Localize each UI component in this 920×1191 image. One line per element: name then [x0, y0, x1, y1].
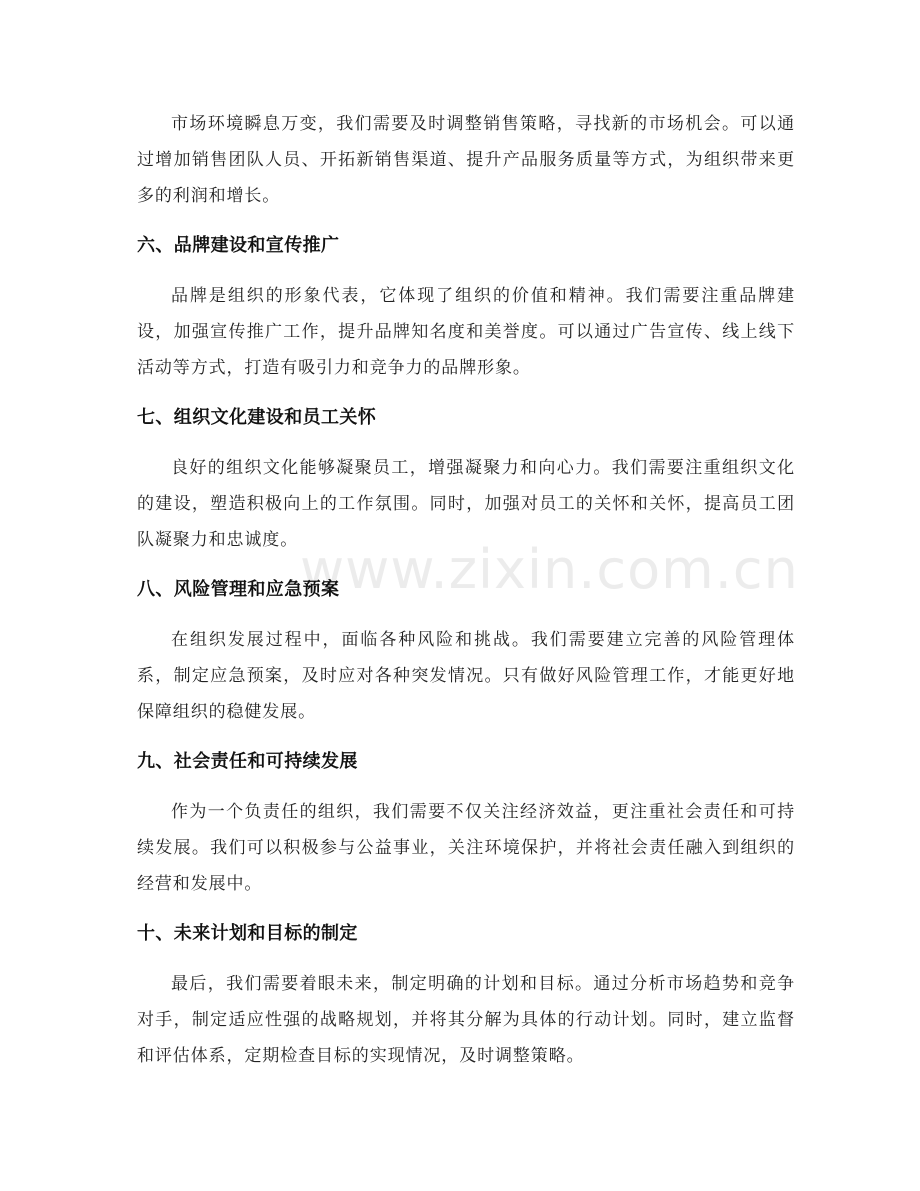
section-paragraph: 最后，我们需要着眼未来，制定明确的计划和目标。通过分析市场趋势和竞争对手，制定适应性强的战略规划，并将其分解为具体的行动计划。同时，建立监督和评估体系，定期检查目标的实现情况，及时调整策略。	[137, 974, 795, 1066]
watermark: www.zixin.com.cn	[300, 538, 799, 601]
section-paragraph: 在组织发展过程中，面临各种风险和挑战。我们需要建立完善的风险管理体系，制定应急预案，及时应对各种突发情况。只有做好风险管理工作，才能更好地保障组织的稳健发展。	[137, 630, 795, 722]
section-heading: 八、风险管理和应急预案	[137, 579, 340, 600]
section-heading: 六、品牌建设和宣传推广	[137, 235, 340, 256]
section-paragraph: 良好的组织文化能够凝聚员工，增强凝聚力和向心力。我们需要注重组织文化的建设，塑造积极向上的工作氛围。同时，加强对员工的关怀和关怀，提高员工团队凝聚力和忠诚度。	[137, 458, 795, 550]
section-10	[137, 919, 795, 1074]
intro-paragraph: 市场环境瞬息万变，我们需要及时调整销售策略，寻找新的市场机会。可以通过增加销售团队人员、开拓新销售渠道、提升产品服务质量等方式，为组织带来更多的利润和增长。	[137, 114, 795, 206]
section-heading: 九、社会责任和可持续发展	[137, 751, 358, 772]
document-body	[137, 106, 795, 1074]
section-heading: 十、未来计划和目标的制定	[137, 923, 358, 944]
section-paragraph: 品牌是组织的形象代表，它体现了组织的价值和精神。我们需要注重品牌建设，加强宣传推广工作，提升品牌知名度和美誉度。可以通过广告宣传、线上线下活动等方式，打造有吸引力和竞争力的品牌形象。	[137, 286, 795, 378]
section-7	[137, 403, 795, 575]
section-6	[137, 231, 795, 403]
section-paragraph: 作为一个负责任的组织，我们需要不仅关注经济效益，更注重社会责任和可持续发展。我们可以积极参与公益事业，关注环境保护，并将社会责任融入到组织的经营和发展中。	[137, 802, 795, 894]
section-8	[137, 575, 795, 747]
section-9	[137, 747, 795, 919]
section-heading: 七、组织文化建设和员工关怀	[137, 407, 377, 428]
